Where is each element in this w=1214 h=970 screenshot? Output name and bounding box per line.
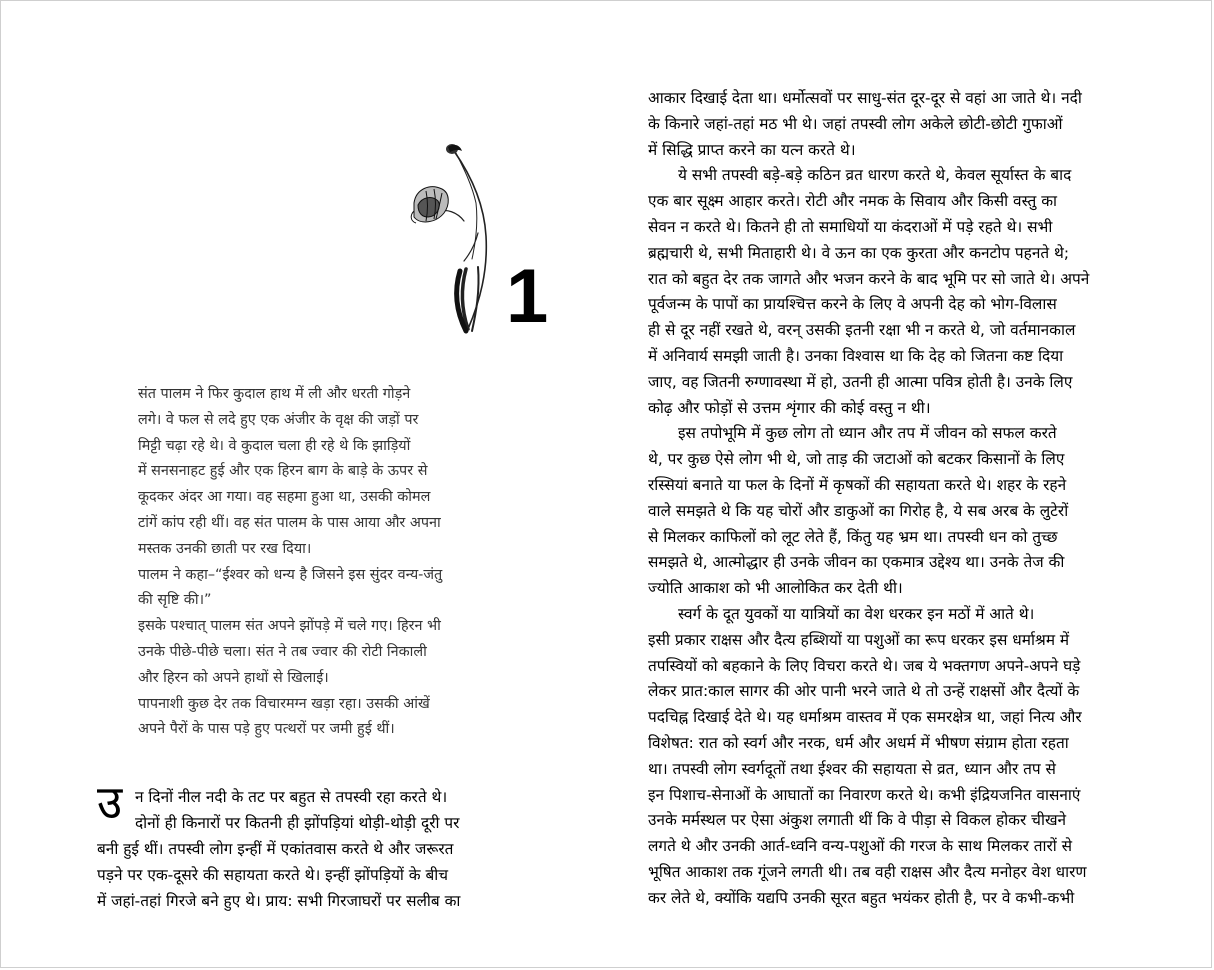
right-page-body xyxy=(648,86,1160,912)
text-line: सेवन न करते थे। कितने ही तो समाधियों या कंदराओं में पड़े रहते थे। सभी xyxy=(648,217,1053,236)
text-line: पड़ने पर एक-दूसरे की सहायता करते थे। इन्हीं झोंपड़ियों के बीच xyxy=(97,866,449,884)
text-line: तपस्वियों को बहकाने के लिए विचरा करते थे। जब ये भक्तगण अपने-अपने घड़े xyxy=(648,656,1081,675)
text-line: में अनिवार्य समझी जाती है। उनका विश्वास था कि देह को जितना कष्ट दिया xyxy=(648,346,1064,365)
text-line: आकार दिखाई देता था। धर्मोत्सवों पर साधु-संत दूर-दूर से वहां आ जाते थे। नदी xyxy=(648,89,1082,107)
chapter-number: 1 xyxy=(506,254,547,339)
text-line: एक बार सूक्ष्म आहार करते। रोटी और नमक के सिवाय और किसी वस्तु का xyxy=(648,192,1058,211)
text-line: इसी प्रकार राक्षस और दैत्य हब्शियों या पशुओं का रूप धरकर इस धर्माश्रम में xyxy=(648,630,1070,649)
epigraph-paragraph: इसके पश्चात् पालम संत अपने झोंपड़े में चले गए। हिरन भी उनके पीछे-पीछे चला। संत ने तब ज्वार की रोटी निकाली और हिरन को अपने हाथों से खिलाई। xyxy=(138,618,441,686)
text-line: कर लेते थे, क्योंकि यद्यपि उनकी सूरत बहुत भयंकर होती है, पर वे कभी-कभी xyxy=(648,888,1075,907)
text-line: लेकर प्रात:काल सागर की ओर पानी भरने जाते थे तो उन्हें राक्षसों और दैत्यों के xyxy=(648,682,1080,701)
text-line: ये सभी तपस्वी बड़े-बड़े कठिन व्रत धारण करते थे, केवल सूर्यास्त के बाद xyxy=(678,166,1072,185)
text-line: दोनों ही किनारों पर कितनी ही झोंपड़ियां थोड़ी-थोड़ी दूरी पर xyxy=(135,814,460,832)
poppy-flower-illustration xyxy=(406,141,496,336)
text-line: विशेषत: रात को स्वर्ग और नरक, धर्म और अधर्म में भीषण संग्राम होता रहता xyxy=(648,733,1069,752)
epigraph-block xyxy=(138,382,492,743)
text-line: रात को बहुत देर तक जागते और भजन करने के बाद भूमि पर सो जाते थे। अपने xyxy=(648,269,1090,288)
text-line: समझते थे, आत्मोद्धार ही उनके जीवन का एकमात्र उद्देश्य था। उनके तेज की xyxy=(648,553,1065,572)
text-line: था। तपस्वी लोग स्वर्गदूतों तथा ईश्वर की सहायता से व्रत, ध्यान और तप से xyxy=(648,759,1056,778)
text-line: में जहां-तहां गिरजे बने हुए थे। प्राय: सभी गिरजाघरों पर सलीब का xyxy=(97,892,461,910)
text-line: लगते थे और उनकी आर्त-ध्वनि वन्य-पशुओं की गरज के साथ मिलकर तारों से xyxy=(648,837,1073,856)
text-line: इस तपोभूमि में कुछ लोग तो ध्यान और तप में जीवन को सफल करते xyxy=(678,424,1057,443)
text-line: के किनारे जहां-तहां मठ भी थे। जहां तपस्वी लोग अकेले छोटी-छोटी गुफाओं xyxy=(648,114,1063,133)
text-line: भूषित आकाश तक गूंजने लगती थी। तब वही राक्षस और दैत्य मनोहर वेश धारण xyxy=(648,862,1087,881)
text-line: पूर्वजन्म के पापों का प्रायश्चित्त करने के लिए वे अपनी देह को भोग-विलास xyxy=(648,295,1057,314)
text-line: ज्योति आकाश को भी आलोकित कर देती थी। xyxy=(648,579,903,598)
text-line: से मिलकर काफिलों को लूट लेते हैं, किंतु यह भ्रम था। तपस्वी धन को तुच्छ xyxy=(648,527,1058,546)
text-line: रस्सियां बनाते या फल के दिनों में कृषकों की सहायता करते थे। शहर के रहने xyxy=(648,475,1067,494)
epigraph-paragraph: पापनाशी कुछ देर तक विचारमग्न खड़ा रहा। उसकी आंखें अपने पैरों के पास पड़े हुए पत्थरों पर जमी हुई थीं। xyxy=(138,695,430,738)
text-line: बनी हुई थीं। तपस्वी लोग इन्हीं में एकांतवास करते थे और जरूरत xyxy=(97,840,454,858)
text-line: ब्रह्मचारी थे, सभी मिताहारी थे। वे ऊन का एक कुरता और कनटोप पहनते थे; xyxy=(648,243,1070,262)
text-line: कोढ़ और फोड़ों से उत्तम शृंगार की कोई वस्तु न थी। xyxy=(648,398,931,417)
text-line: उनके मर्मस्थल पर ऐसा अंकुश लगाती थीं कि वे पीड़ा से विकल होकर चीखने xyxy=(648,811,1067,830)
drop-cap: उ xyxy=(97,775,123,829)
text-line: इन पिशाच-सेनाओं के आघातों का निवारण करते थे। कभी इंद्रियजनित वासनाएं xyxy=(648,785,1081,804)
text-line: ही से दूर नहीं रखते थे, वरन् उसकी इतनी रक्षा भी न करते थे, जो वर्तमानकाल xyxy=(648,321,1076,340)
epigraph-paragraph: पालम ने कहा–“ईश्वर को धन्य है जिसने इस सुंदर वन्य-जंतु की सृष्टि की।” xyxy=(138,566,443,609)
epigraph-paragraph: संत पालम ने फिर कुदाल हाथ में ली और धरती गोड़ने लगे। वे फल से लदे हुए एक अंजीर के वृक्ष की जड़ों पर मिट्टी चढ़ा रहे थे। वे कुदाल चला ही रहे थे कि झाड़ियों में सनसनाहट हुई और एक हिरन बाग के बाड़े के ऊपर से कूदकर अंदर आ गया। वह सहमा हुआ था, उसकी कोमल टांगें कांप रही थीं। वह संत पालम के पास आया और अपना मस्तक उनकी छाती पर रख दिया। xyxy=(138,386,441,557)
text-line: स्वर्ग के दूत युवकों या यात्रियों का वेश धरकर इन मठों में आते थे। xyxy=(678,604,1035,623)
text-line: में सिद्धि प्राप्त करने का यत्न करते थे। xyxy=(648,140,856,159)
text-line: न दिनों नील नदी के तट पर बहुत से तपस्वी रहा करते थे। xyxy=(135,788,448,806)
text-line: जाए, वह जितनी रुग्णावस्था में हो, उतनी ही आत्मा पवित्र होती है। उनके लिए xyxy=(648,372,1073,391)
text-line: वाले समझते थे कि यह चोरों और डाकुओं का गिरोह है, ये सब अरब के लुटेरों xyxy=(648,501,1069,520)
text-line: पदचिह्न दिखाई देते थे। यह धर्माश्रम वास्तव में एक समरक्षेत्र था, जहां नित्य और xyxy=(648,708,1082,727)
text-line: थे, पर कुछ ऐसे लोग भी थे, जो ताड़ की जटाओं को बटकर किसानों के लिए xyxy=(648,450,1065,469)
opening-paragraph xyxy=(97,784,533,914)
